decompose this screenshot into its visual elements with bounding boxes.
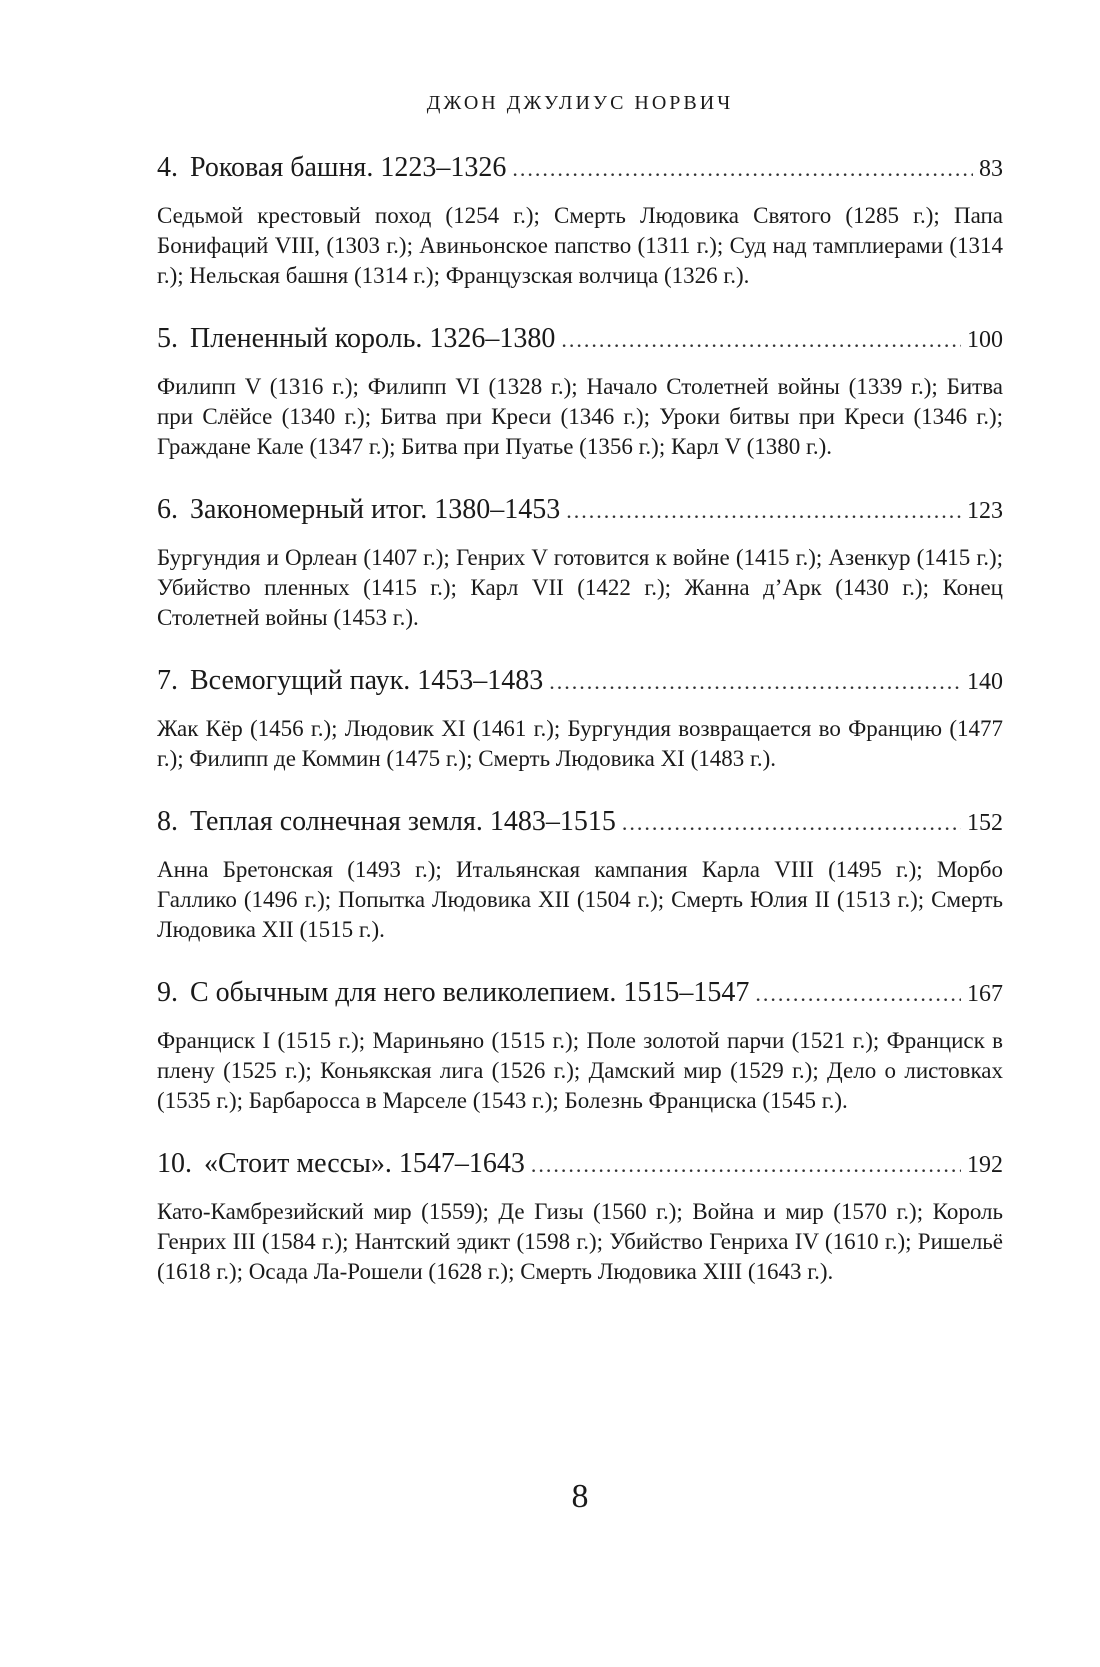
chapter-description: Жак Кёр (1456 г.); Людовик XI (1461 г.); Бургундия возвращается во Францию (1477 г.); Филипп де Коммин (1475 г.); Смерть Людовика XI (1483 г.). (157, 716, 1003, 771)
chapter-title: Роковая башня. 1223–1326 (190, 152, 507, 183)
dot-leader (512, 151, 973, 187)
dot-leader (755, 976, 961, 1012)
toc-entry-10 (157, 1146, 1003, 1287)
chapter-page-number: 123 (967, 498, 1003, 524)
chapter-page-number: 167 (967, 981, 1003, 1007)
toc-entry-7 (157, 663, 1003, 774)
chapter-page-number: 192 (967, 1152, 1003, 1178)
dot-leader (622, 805, 961, 841)
chapter-page-number: 100 (967, 327, 1003, 353)
toc-entry-title-row (157, 663, 1003, 700)
chapter-title: Всемогущий паук. 1453–1483 (190, 665, 544, 696)
toc-entry-9 (157, 975, 1003, 1116)
chapter-title: Закономерный итог. 1380–1453 (190, 494, 561, 525)
toc-entry-title-row (157, 321, 1003, 358)
chapter-title: «Стоит мессы». 1547–1643 (204, 1148, 525, 1179)
chapter-number: 6. (157, 494, 178, 525)
chapter-number: 8. (157, 806, 178, 837)
chapter-description: Анна Бретонская (1493 г.); Итальянская кампания Карла VIII (1495 г.); Морбо Галлико (1496 г.); Попытка Людовика XII (1504 г.); Смерть Юлия II (1513 г.); Смерть Людовика XII (1515 г.). (157, 857, 1003, 942)
toc-entry-title-row (157, 975, 1003, 1012)
toc-entry-title-row (157, 1146, 1003, 1183)
chapter-title: С обычным для него великолепием. 1515–1547 (190, 977, 750, 1008)
chapter-number: 4. (157, 152, 178, 183)
running-head: ДЖОН ДЖУЛИУС НОРВИЧ (426, 92, 734, 114)
chapter-description: Филипп V (1316 г.); Филипп VI (1328 г.); Начало Столетней войны (1339 г.); Битва при Слёйсе (1340 г.); Битва при Креси (1346 г.); Уроки битвы при Креси (1346 г.); Граждане Кале (1347 г.); Битва при Пуатье (1356 г.); Карл V (1380 г.). (157, 374, 1003, 459)
chapter-title: Теплая солнечная земля. 1483–1515 (190, 806, 616, 837)
dot-leader (549, 664, 961, 700)
toc-entry-8 (157, 804, 1003, 945)
chapter-description: Бургундия и Орлеан (1407 г.); Генрих V готовится к войне (1415 г.); Азенкур (1415 г.); Убийство пленных (1415 г.); Карл VII (1422 г.); Жанна д’Арк (1430 г.); Конец Столетней войны (1453 г.). (157, 545, 1003, 630)
chapter-number: 7. (157, 665, 178, 696)
chapter-page-number: 152 (967, 810, 1003, 836)
table-of-contents (157, 150, 1003, 1317)
dot-leader (566, 493, 961, 529)
book-page (157, 0, 1003, 1667)
chapter-title: Плененный король. 1326–1380 (190, 323, 556, 354)
chapter-page-number: 83 (979, 156, 1003, 182)
dot-leader (561, 322, 961, 358)
chapter-description: Седьмой крестовый поход (1254 г.); Смерть Людовика Святого (1285 г.); Папа Бонифаций VIII, (1303 г.); Авиньонское папство (1311 г.); Суд над тамплиерами (1314 г.); Нельская башня (1314 г.); Французская волчица (1326 г.). (157, 203, 1003, 288)
page-number: 8 (571, 1478, 589, 1515)
chapter-page-number: 140 (967, 669, 1003, 695)
chapter-number: 10. (157, 1148, 192, 1179)
dot-leader (531, 1147, 961, 1183)
chapter-number: 5. (157, 323, 178, 354)
toc-entry-title-row (157, 804, 1003, 841)
chapter-description: Като-Камбрезийский мир (1559); Де Гизы (1560 г.); Война и мир (1570 г.); Король Генрих III (1584 г.); Нантский эдикт (1598 г.); Убийство Генриха IV (1610 г.); Ришельё (1618 г.); Осада Ла-Рошели (1628 г.); Смерть Людовика XIII (1643 г.). (157, 1199, 1003, 1284)
toc-entry-6 (157, 492, 1003, 633)
toc-entry-5 (157, 321, 1003, 462)
chapter-number: 9. (157, 977, 178, 1008)
toc-entry-title-row (157, 492, 1003, 529)
toc-entry-4 (157, 150, 1003, 291)
chapter-description: Франциск I (1515 г.); Мариньяно (1515 г.); Поле золотой парчи (1521 г.); Франциск в плену (1525 г.); Коньякская лига (1526 г.); Дамский мир (1529 г.); Дело о листовках (1535 г.); Барбаросса в Марселе (1543 г.); Болезнь Франциска (1545 г.). (157, 1028, 1003, 1113)
toc-entry-title-row (157, 150, 1003, 187)
